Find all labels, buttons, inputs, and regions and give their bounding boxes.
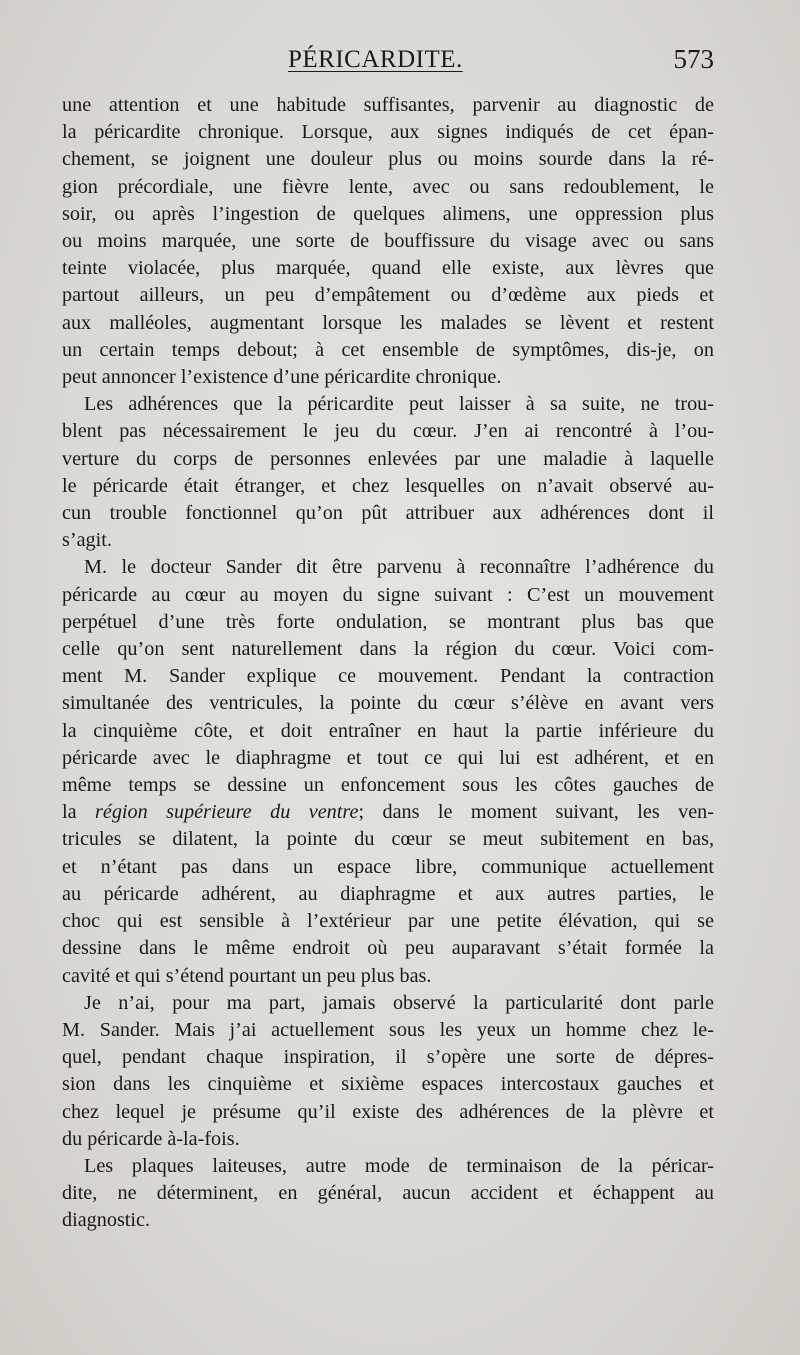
- text-line: même temps se dessine un enfoncement sous les côtes gauches de: [62, 774, 714, 797]
- text-line: gion précordiale, une fièvre lente, avec ou sans redoublement, le: [62, 175, 714, 198]
- italic-phrase: région supérieure du ventre: [95, 801, 359, 824]
- text-line: dessine dans le même endroit où peu auparavant s’était formée la: [62, 937, 714, 960]
- text-line: perpétuel d’une très forte ondulation, se montrant plus bas que: [62, 610, 714, 633]
- text-line: tricules se dilatent, la pointe du cœur se meut subitement en bas,: [62, 828, 714, 851]
- text-line: blent pas nécessairement le jeu du cœur. J’en ai rencontré à l’ou-: [62, 420, 714, 443]
- text-line: cun trouble fonctionnel qu’on pût attribuer aux adhérences dont il: [62, 502, 714, 525]
- text-line: cavité et qui s’étend pourtant un peu plus bas.: [62, 964, 432, 987]
- text-line: soir, ou après l’ingestion de quelques alimens, une oppression plus: [62, 202, 714, 225]
- text-line: le péricarde était étranger, et chez lesquelles on n’avait observé au-: [62, 474, 714, 497]
- text-line: M. Sander. Mais j’ai actuellement sous les yeux un homme chez le-: [62, 1018, 714, 1041]
- text-line: chement, se joignent une douleur plus ou moins sourde dans la ré-: [62, 148, 714, 171]
- text-line: du péricarde à-la-fois.: [62, 1127, 240, 1150]
- text-line: sion dans les cinquième et sixième espaces intercostaux gauches et: [62, 1073, 714, 1096]
- paragraph: [62, 391, 714, 554]
- text-line: Je n’ai, pour ma part, jamais observé la particularité dont parle: [84, 991, 714, 1014]
- paragraph: [62, 554, 714, 989]
- text-line: une attention et une habitude suffisantes, parvenir au diagnostic de: [62, 94, 714, 116]
- page-number: 573: [673, 44, 714, 74]
- text-line: peut annoncer l’existence d’une péricardite chronique.: [62, 366, 502, 389]
- text-line: chez lequel je présume qu’il existe des adhérences de la plèvre et: [62, 1100, 714, 1123]
- text-line: aux malléoles, augmentant lorsque les malades se lèvent et restent: [62, 311, 714, 334]
- text-line: verture du corps de personnes enlevées par une maladie à laquelle: [62, 447, 714, 470]
- text-line: un certain temps debout; à cet ensemble de symptômes, dis-je, on: [62, 338, 714, 361]
- text-line: partout ailleurs, un peu d’empâtement ou d’œdème aux pieds et: [62, 284, 714, 307]
- text-line: Les adhérences que la péricardite peut laisser à sa suite, ne trou-: [84, 393, 714, 416]
- text-line: et n’étant pas dans un espace libre, communique actuellement: [62, 855, 714, 878]
- text-line: teinte violacée, plus marquée, quand elle existe, aux lèvres que: [62, 257, 714, 280]
- text-line: péricarde au cœur au moyen du signe suivant : C’est un mouvement: [62, 583, 714, 606]
- text-line: M. le docteur Sander dit être parvenu à reconnaître l’adhérence du: [84, 556, 714, 579]
- paragraph: [62, 1153, 714, 1235]
- text-line: s’agit.: [62, 529, 112, 552]
- text-line: la cinquième côte, et doit entraîner en haut la partie inférieure du: [62, 719, 714, 742]
- text-line: choc qui est sensible à l’extérieur par une petite élévation, qui se: [62, 910, 714, 933]
- text-line: ment M. Sander explique ce mouvement. Pendant la contraction: [62, 665, 714, 688]
- running-title: PÉRICARDITE.: [288, 46, 463, 73]
- text-line: la péricardite chronique. Lorsque, aux signes indiqués de cet épan-: [62, 121, 714, 144]
- text-line: celle qu’on sent naturellement dans la région du cœur. Voici com-: [62, 638, 714, 661]
- body-text: [62, 92, 714, 1235]
- text-line: diagnostic.: [62, 1209, 151, 1232]
- text-line: péricarde avec le diaphragme et tout ce qui lui est adhérent, et en: [62, 746, 714, 769]
- paragraph: [62, 990, 714, 1153]
- text-line: simultanée des ventricules, la pointe du cœur s’élève en avant vers: [62, 692, 714, 715]
- text-line: la région supérieure du ventre; dans le moment suivant, les ven-: [62, 801, 714, 824]
- text-line: dite, ne déterminent, en général, aucun accident et échappent au: [62, 1182, 714, 1205]
- text-line: ou moins marquée, une sorte de bouffissure du visage avec ou sans: [62, 230, 714, 253]
- text-line: quel, pendant chaque inspiration, il s’opère une sorte de dépres-: [62, 1046, 714, 1069]
- text-line: au péricarde adhérent, au diaphragme et aux autres parties, le: [62, 882, 714, 905]
- paragraph: [62, 92, 714, 391]
- running-head: [62, 46, 714, 80]
- text-line: Les plaques laiteuses, autre mode de terminaison de la péricar-: [84, 1154, 714, 1177]
